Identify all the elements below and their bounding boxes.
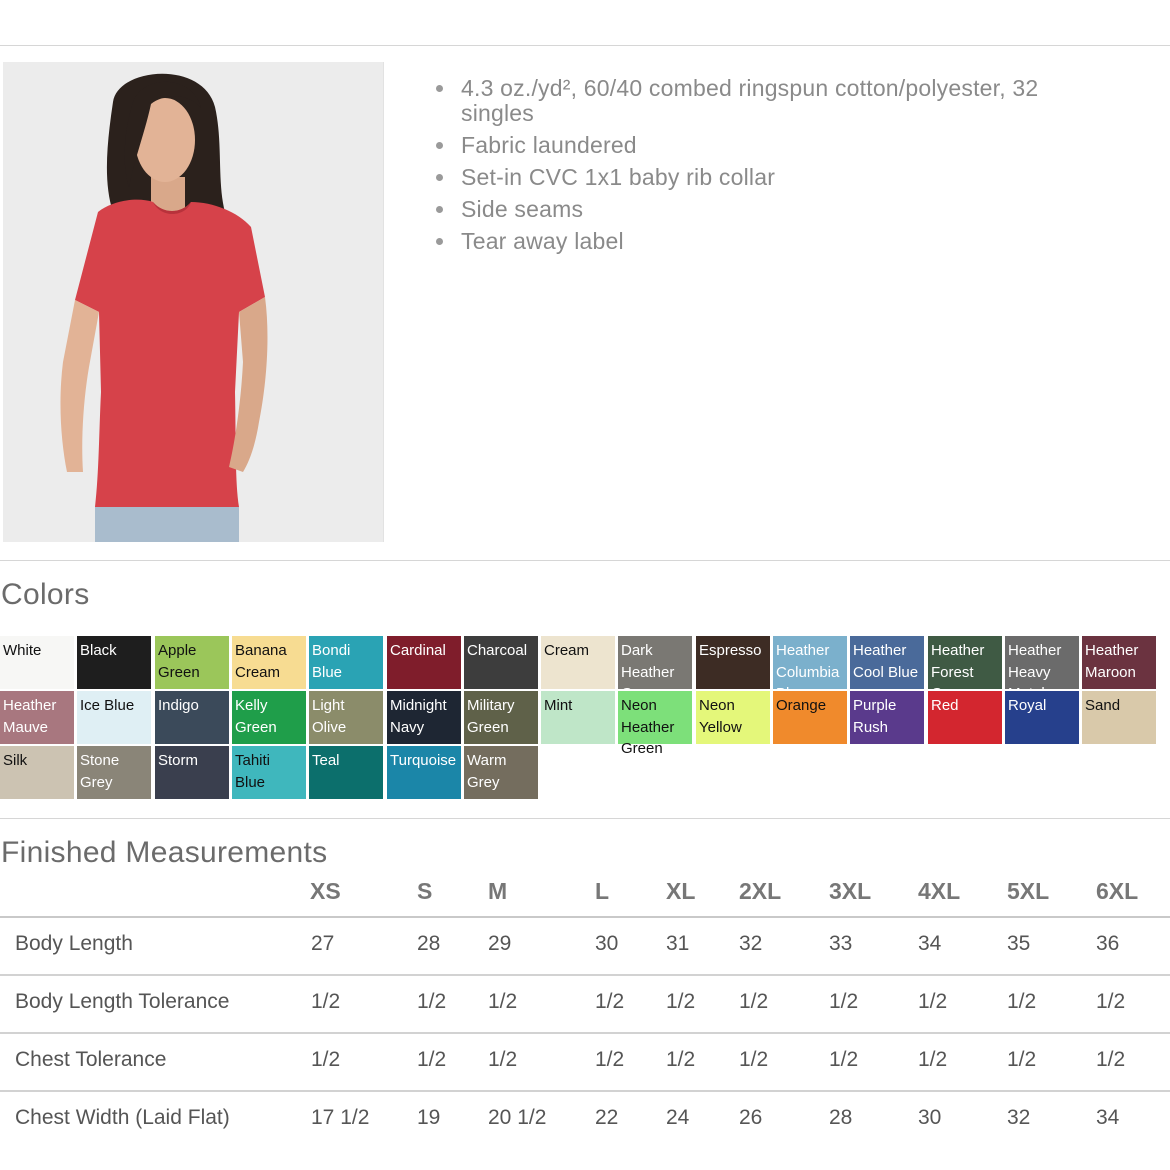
- color-swatch[interactable]: Cardinal: [387, 636, 461, 689]
- color-swatch[interactable]: Dark Heather: [618, 636, 692, 689]
- color-swatch[interactable]: White: [0, 636, 74, 689]
- size-header: M: [488, 878, 508, 904]
- color-swatch[interactable]: Black: [77, 636, 151, 689]
- table-cell: 22: [595, 1106, 619, 1129]
- color-swatch[interactable]: Heather Mauve: [0, 691, 74, 744]
- section-divider: [0, 560, 1170, 561]
- table-row: [0, 976, 1170, 1034]
- table-cell: 32: [739, 932, 763, 955]
- table-cell: 34: [1096, 1106, 1120, 1129]
- row-label: Body Length: [15, 932, 133, 955]
- color-swatch[interactable]: Heather Forest: [928, 636, 1002, 689]
- size-header: L: [595, 878, 610, 904]
- table-cell: 1/2: [595, 990, 625, 1013]
- table-cell: 1/2: [595, 1048, 625, 1071]
- table-cell: 1/2: [739, 1048, 769, 1071]
- table-cell: 1/2: [918, 1048, 948, 1071]
- table-cell: 1/2: [488, 1048, 518, 1071]
- color-swatch[interactable]: Heather Cool Blue: [850, 636, 924, 689]
- color-swatch[interactable]: Indigo: [155, 691, 229, 744]
- color-swatch[interactable]: Neon Yellow: [696, 691, 770, 744]
- table-cell: 36: [1096, 932, 1120, 955]
- size-header: XL: [666, 878, 696, 904]
- table-cell: 17 1/2: [311, 1106, 370, 1129]
- table-row: [0, 1034, 1170, 1092]
- table-cell: 1/2: [829, 990, 859, 1013]
- color-swatch[interactable]: Banana Cream: [232, 636, 306, 689]
- table-cell: 1/2: [739, 990, 769, 1013]
- color-swatch[interactable]: Purple Rush: [850, 691, 924, 744]
- table-cell: 32: [1007, 1106, 1031, 1129]
- color-swatch[interactable]: Red: [928, 691, 1002, 744]
- color-swatch[interactable]: Royal: [1005, 691, 1079, 744]
- product-photo: [3, 62, 384, 542]
- row-label: Chest Tolerance: [15, 1048, 167, 1071]
- table-cell: 1/2: [1007, 990, 1037, 1013]
- table-cell: 1/2: [1096, 1048, 1126, 1071]
- size-header: 3XL: [829, 878, 872, 904]
- color-swatch[interactable]: Warm Grey: [464, 746, 538, 799]
- color-swatch[interactable]: Heather Maroon: [1082, 636, 1156, 689]
- table-cell: 1/2: [311, 990, 341, 1013]
- color-swatch[interactable]: Heather Heavy: [1005, 636, 1079, 689]
- table-cell: 30: [918, 1106, 942, 1129]
- table-cell: 27: [311, 932, 335, 955]
- color-swatch[interactable]: Charcoal: [464, 636, 538, 689]
- size-header: XS: [310, 878, 341, 904]
- size-header: 2XL: [739, 878, 782, 904]
- table-cell: 1/2: [417, 1048, 447, 1071]
- color-swatch[interactable]: Military Green: [464, 691, 538, 744]
- color-swatch[interactable]: Espresso: [696, 636, 770, 689]
- color-swatch[interactable]: Stone Grey: [77, 746, 151, 799]
- color-swatch[interactable]: Turquoise: [387, 746, 461, 799]
- row-label: Chest Width (Laid Flat): [15, 1106, 230, 1129]
- table-cell: 19: [417, 1106, 441, 1129]
- table-cell: 1/2: [918, 990, 948, 1013]
- colors-heading: Colors: [1, 578, 90, 611]
- table-row: [0, 1092, 1170, 1150]
- color-swatch[interactable]: Teal: [309, 746, 383, 799]
- table-cell: 31: [666, 932, 690, 955]
- table-cell: 26: [739, 1106, 763, 1129]
- top-divider: [0, 45, 1170, 46]
- feature-item: Side seams: [432, 197, 1112, 222]
- color-swatch[interactable]: Bondi Blue: [309, 636, 383, 689]
- color-swatch[interactable]: Heather Columbia: [773, 636, 847, 689]
- measurements-heading: Finished Measurements: [1, 836, 328, 869]
- table-cell: 1/2: [488, 990, 518, 1013]
- color-swatch[interactable]: Sand: [1082, 691, 1156, 744]
- size-header: 4XL: [918, 878, 961, 904]
- color-swatch[interactable]: Ice Blue: [77, 691, 151, 744]
- table-cell: 35: [1007, 932, 1031, 955]
- row-label: Body Length Tolerance: [15, 990, 230, 1013]
- table-cell: 1/2: [829, 1048, 859, 1071]
- table-cell: 20 1/2: [488, 1106, 547, 1129]
- table-cell: 1/2: [311, 1048, 341, 1071]
- color-swatch[interactable]: Neon Heather Green: [618, 691, 692, 744]
- size-header: S: [417, 878, 433, 904]
- feature-item: Fabric laundered: [432, 133, 1112, 158]
- table-cell: 1/2: [666, 1048, 696, 1071]
- table-cell: 1/2: [666, 990, 696, 1013]
- feature-item: Set-in CVC 1x1 baby rib collar: [432, 165, 1112, 190]
- color-swatch[interactable]: Tahiti Blue: [232, 746, 306, 799]
- color-swatch[interactable]: Orange: [773, 691, 847, 744]
- color-swatch[interactable]: Midnight Navy: [387, 691, 461, 744]
- size-header: 5XL: [1007, 878, 1050, 904]
- table-cell: 33: [829, 932, 853, 955]
- feature-item: 4.3 oz./yd², 60/40 combed ringspun cotton/polyester, 32 singles: [432, 76, 1112, 126]
- table-cell: 1/2: [417, 990, 447, 1013]
- size-header: 6XL: [1096, 878, 1139, 904]
- feature-list: [432, 76, 1112, 261]
- table-cell: 34: [918, 932, 942, 955]
- table-cell: 30: [595, 932, 619, 955]
- table-cell: 28: [417, 932, 441, 955]
- color-swatch[interactable]: Apple Green: [155, 636, 229, 689]
- model-tshirt-illustration: [3, 62, 383, 542]
- color-swatch[interactable]: Kelly Green: [232, 691, 306, 744]
- section-divider: [0, 818, 1170, 819]
- color-swatch[interactable]: Light Olive: [309, 691, 383, 744]
- table-cell: 1/2: [1096, 990, 1126, 1013]
- table-cell: 28: [829, 1106, 853, 1129]
- table-cell: 24: [666, 1106, 690, 1129]
- table-cell: 29: [488, 932, 512, 955]
- color-swatch[interactable]: Cream: [541, 636, 615, 689]
- color-swatch[interactable]: Storm: [155, 746, 229, 799]
- color-swatch[interactable]: Silk: [0, 746, 74, 799]
- table-cell: 1/2: [1007, 1048, 1037, 1071]
- feature-item: Tear away label: [432, 229, 1112, 254]
- table-row: [0, 918, 1170, 976]
- color-swatch[interactable]: Mint: [541, 691, 615, 744]
